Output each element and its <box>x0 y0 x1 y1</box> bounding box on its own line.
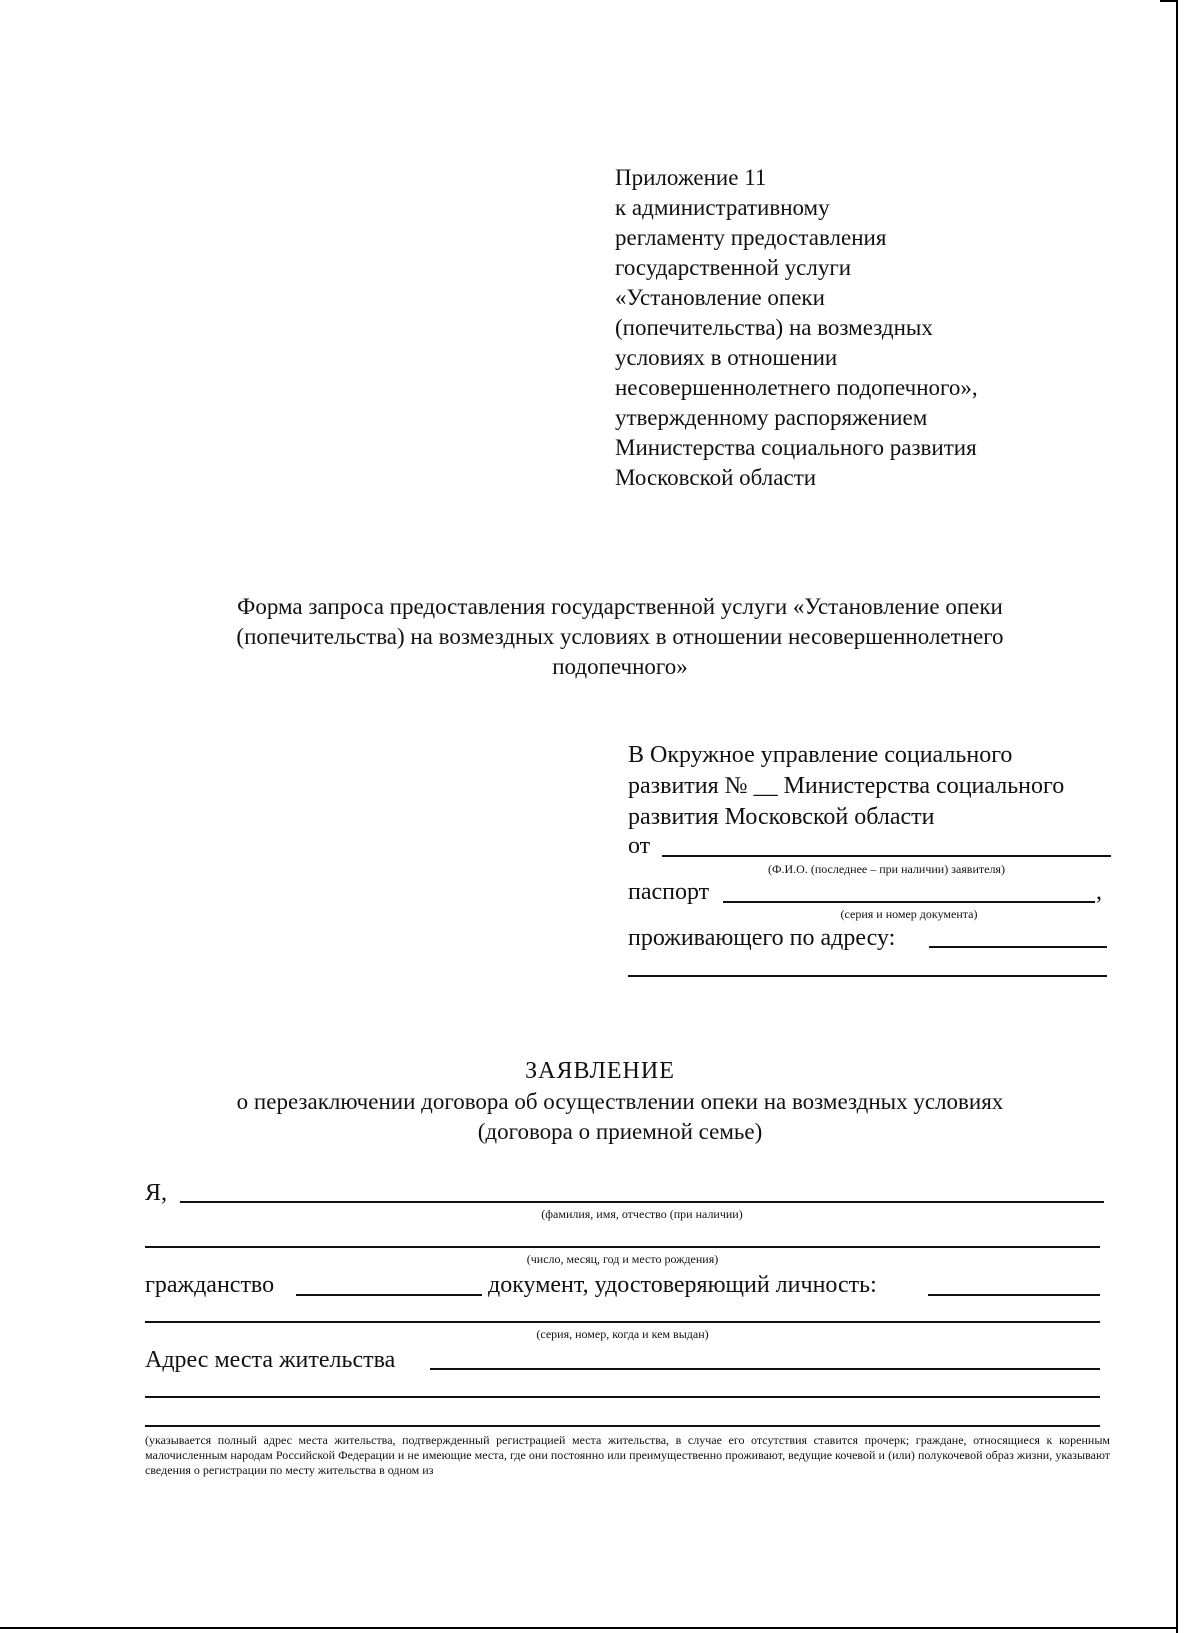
address-footnote: (указывается полный адрес места жительства, подтвержденный регистрацией места жительства, в случае его отсутствия ставится прочерк; граждане, относящиеся к коренным малочисленным народам Российской Федерации и не имеющие места, где они постоянно или преимущественно проживают, ведущие кочевой и (или) полукочевой образ жизни, указывают сведения о регистрации по месту жительства в одном из <box>145 1433 1110 1477</box>
appendix-line: Приложение 11 <box>615 165 767 190</box>
residing-field-line2[interactable] <box>628 975 1107 977</box>
id-document-field-line2[interactable] <box>145 1321 1100 1323</box>
residence-address-label: Адрес места жительства <box>145 1347 396 1373</box>
citizenship-field[interactable] <box>296 1294 482 1296</box>
appendix-line: «Установление опеки <box>615 285 825 310</box>
appendix-line: утвержденному распоряжением <box>615 405 928 430</box>
passport-comma: , <box>1096 879 1102 905</box>
residence-address-field[interactable] <box>430 1368 1100 1370</box>
residence-address-field-line2[interactable] <box>145 1396 1100 1398</box>
form-title-line: (попечительства) на возмездных условиях в отношении несовершеннолетнего <box>236 624 1004 649</box>
full-name-field[interactable] <box>180 1201 1104 1203</box>
appendix-line: условиях в отношении <box>615 345 838 370</box>
id-document-caption: (серия, номер, когда и кем выдан) <box>536 1327 709 1341</box>
passport-label: паспорт <box>628 879 710 905</box>
i-label: Я, <box>145 1180 168 1206</box>
birth-field[interactable] <box>145 1246 1100 1248</box>
form-title <box>140 592 1100 682</box>
appendix-line: несовершеннолетнего подопечного», <box>615 375 978 400</box>
appendix-line: регламенту предоставления <box>615 225 887 250</box>
from-label: от <box>628 833 651 859</box>
from-caption: (Ф.И.О. (последнее – при наличии) заявителя) <box>768 862 1005 876</box>
appendix-line: к административному <box>615 195 830 220</box>
residing-label: проживающего по адресу: <box>628 925 896 951</box>
statement-subtitle-line: о перезаключении договора об осуществлении опеки на возмездных условиях <box>236 1089 1004 1114</box>
citizenship-label: гражданство <box>145 1272 275 1298</box>
appendix-line: (попечительства) на возмездных <box>615 315 933 340</box>
passport-field[interactable] <box>723 901 1095 903</box>
appendix-line: Московской области <box>615 465 817 490</box>
appendix-line: Министерства социального развития <box>615 435 977 460</box>
scan-edge-bottom <box>0 1627 1178 1629</box>
passport-caption: (серия и номер документа) <box>840 907 978 921</box>
statement-subtitle-line: (договора о приемной семье) <box>477 1119 763 1144</box>
birth-caption: (число, месяц, год и место рождения) <box>526 1252 719 1266</box>
form-title-line: подопечного» <box>552 654 688 679</box>
full-name-caption: (фамилия, имя, отчество (при наличии) <box>541 1207 743 1221</box>
residence-address-field-line3[interactable] <box>145 1425 1100 1427</box>
addressee-line: развития № __ Министерства социального <box>628 773 1065 799</box>
addressee-block <box>628 740 1114 833</box>
scan-edge-right <box>1176 0 1178 1633</box>
addressee-line: В Окружное управление социального <box>628 742 1013 768</box>
id-document-field[interactable] <box>928 1294 1100 1296</box>
residing-field[interactable] <box>929 946 1107 948</box>
appendix-header <box>615 163 1075 493</box>
scan-edge-top <box>1160 0 1176 2</box>
statement-subtitle <box>140 1087 1100 1147</box>
id-document-label: документ, удостоверяющий личность: <box>488 1272 877 1298</box>
from-field[interactable] <box>662 855 1111 857</box>
appendix-line: государственной услуги <box>615 255 852 280</box>
addressee-line: развития Московской области <box>628 804 935 830</box>
statement-title: ЗАЯВЛЕНИЕ <box>525 1058 675 1084</box>
form-title-line: Форма запроса предоставления государственной услуги «Установление опеки <box>237 594 1003 619</box>
